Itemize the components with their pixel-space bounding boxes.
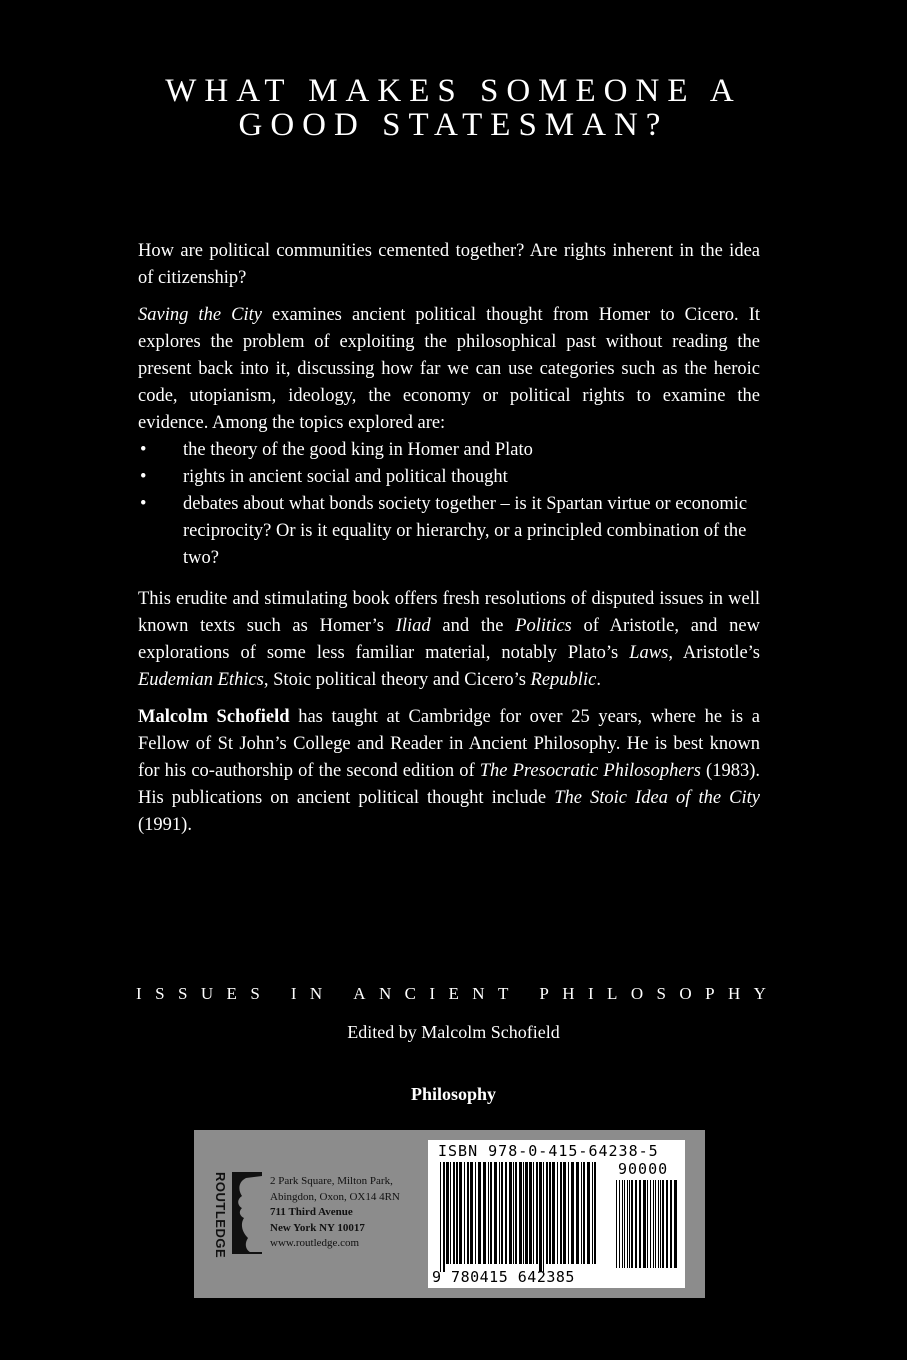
series-letter: I	[290, 984, 297, 1003]
barcode-bar	[543, 1162, 544, 1272]
series-letter: O	[679, 984, 692, 1003]
series-letter: H	[562, 984, 575, 1003]
barcode-bar	[639, 1180, 641, 1268]
blurb-paragraph-3	[138, 586, 760, 694]
barcode-bar	[509, 1162, 512, 1264]
barcode-bar	[536, 1162, 538, 1264]
barcode-bar	[440, 1162, 441, 1272]
barcode-bar	[563, 1162, 566, 1264]
barcode-bar	[650, 1180, 651, 1268]
barcode-bar	[674, 1180, 677, 1268]
series-letter: N	[309, 984, 323, 1003]
p3-text-c: of Aristotle, and new explorations of some less familiar material, notably Plato’s	[138, 616, 760, 663]
series-letter: T	[497, 984, 509, 1003]
barcode-bar	[655, 1180, 656, 1268]
barcode-bar	[546, 1162, 548, 1264]
barcode-bar	[549, 1162, 551, 1264]
price-addon-text: 90000	[618, 1160, 669, 1178]
series-letter: O	[630, 984, 644, 1003]
barcode-bar	[488, 1162, 489, 1264]
headline-line-2: GOOD STATESMAN?	[238, 107, 669, 143]
address-line: Abingdon, Oxon, OX14 4RN	[270, 1190, 400, 1203]
series-letter: S	[177, 984, 188, 1003]
barcode-bar	[594, 1162, 596, 1264]
barcode-bar	[635, 1180, 637, 1268]
barcode-bar	[505, 1162, 507, 1264]
series-title	[136, 984, 766, 1004]
series-letter: P	[539, 984, 549, 1003]
barcode-bar	[624, 1180, 625, 1268]
bio-text-b: (1983). His publications on ancient political thought include	[138, 761, 761, 808]
series-letter: I	[587, 984, 594, 1003]
book-title: Saving the City	[138, 305, 262, 325]
barcode-bar	[592, 1162, 593, 1264]
barcode-bar	[515, 1162, 517, 1264]
routledge-profile-icon	[228, 1168, 266, 1258]
title-presocratic: The Presocratic Philosophers	[479, 761, 701, 781]
series-letter: I	[136, 984, 142, 1003]
address-line: 711 Third Avenue	[270, 1206, 353, 1218]
barcode-bar	[467, 1162, 469, 1264]
addon-barcode	[616, 1180, 678, 1276]
barcode-bar	[501, 1162, 503, 1264]
bio-text-c: (1991).	[138, 815, 192, 835]
barcode-bar	[533, 1162, 534, 1264]
barcode-bar	[464, 1162, 465, 1264]
barcode-bar	[643, 1180, 646, 1268]
barcode-bar	[470, 1162, 473, 1264]
series-letter: C	[404, 984, 416, 1003]
category-label: Philosophy	[410, 1084, 497, 1104]
barcode-bar	[494, 1162, 497, 1264]
series-letter: S	[656, 984, 666, 1003]
blurb-paragraph-2-text: examines ancient political thought from Homer to Cicero. It explores the problem of exploiting the philosophical past without reading the present back into it, discussing how far we can use categories such as the heroic code, utopianism, ideology, the economy or political rights to examine the evidence. Among the topics explored are:	[138, 305, 760, 433]
barcode-bar	[459, 1162, 462, 1264]
barcode-bar	[539, 1162, 542, 1272]
series-letter: E	[448, 984, 459, 1003]
series-letter: P	[705, 984, 715, 1003]
barcode-bar	[660, 1180, 661, 1268]
publisher-barcode-panel	[194, 1130, 705, 1298]
barcode-bar	[557, 1162, 558, 1264]
list-item: • rights in ancient social and political thought	[138, 464, 760, 491]
bio-text-a: has taught at Cambridge for over 25 years, where he is a Fellow of St John’s College and Reader in Ancient Philosophy. He is best known for his co-authorship of the second edition of	[138, 707, 760, 781]
barcode-bar	[483, 1162, 486, 1264]
ean-barcode	[440, 1162, 600, 1272]
author-bio	[138, 704, 760, 839]
series-editor: Edited by Malcolm Schofield	[347, 1022, 560, 1042]
series-letter: N	[472, 984, 485, 1003]
headline-line-1: WHAT MAKES SOMEONE A	[165, 73, 742, 109]
p3-text-d: , Aristotle’s	[668, 643, 761, 663]
isbn-text: ISBN 978-0-415-64238-5	[438, 1142, 659, 1160]
series-letter: E	[226, 984, 237, 1003]
barcode-bar	[662, 1180, 664, 1268]
barcode-bar	[647, 1180, 648, 1268]
address-line: New York NY 10017	[270, 1221, 365, 1234]
barcode-bar	[475, 1162, 476, 1264]
list-item: • the theory of the good king in Homer and Plato	[138, 437, 760, 464]
blurb-paragraph-2	[138, 302, 760, 437]
series-letter: U	[200, 984, 214, 1003]
series-letter: S	[250, 984, 260, 1003]
title-laws: Laws	[629, 643, 669, 663]
barcode-bar	[571, 1162, 574, 1264]
publisher-address	[270, 1174, 400, 1252]
barcode-bar	[576, 1162, 579, 1264]
series-letter: S	[155, 984, 165, 1003]
barcode-bar	[529, 1162, 532, 1264]
barcode-bar	[619, 1180, 620, 1268]
barcode-bar	[587, 1162, 590, 1264]
series-letter: A	[353, 984, 366, 1003]
barcode-bar	[443, 1162, 445, 1272]
barcode-bar	[568, 1162, 569, 1264]
blurb-paragraph-1: How are political communities cemented together? Are rights inherent in the idea of citizenship?	[138, 241, 760, 288]
blurb	[138, 238, 760, 839]
barcode-bar	[450, 1162, 451, 1264]
barcode-bar	[478, 1162, 481, 1264]
barcode-bar	[456, 1162, 458, 1264]
title-republic: Republic	[530, 670, 597, 690]
p3-text-e: , Stoic political theory and Cicero’s	[263, 670, 531, 690]
title-politics: Politics	[515, 616, 572, 636]
barcode-box	[428, 1140, 685, 1288]
p3-text-a: This erudite and stimulating book offers fresh resolutions of disputed issues in well known texts such as Homer’s	[138, 589, 760, 636]
barcode-bar	[581, 1162, 582, 1264]
barcode-bar	[523, 1162, 524, 1264]
barcode-bar	[629, 1180, 630, 1268]
barcode-bar	[631, 1180, 633, 1268]
p3-text-b: and the	[430, 616, 516, 636]
barcode-bar	[446, 1162, 449, 1264]
barcode-bar	[670, 1180, 672, 1268]
barcode-bar	[453, 1162, 455, 1264]
barcode-bar	[627, 1180, 628, 1268]
p3-text-f: .	[596, 670, 601, 690]
topic-list	[138, 437, 760, 572]
barcode-bar	[622, 1180, 623, 1268]
barcode-bar	[519, 1162, 522, 1264]
series-letter: Y	[753, 984, 766, 1003]
publisher-website: www.routledge.com	[270, 1237, 360, 1249]
barcode-bar	[552, 1162, 555, 1264]
barcode-bar	[653, 1180, 654, 1268]
series-letter: N	[378, 984, 392, 1003]
title-iliad: Iliad	[395, 616, 431, 636]
routledge-logo-text: ROUTLEDGE	[213, 1172, 228, 1259]
barcode-bar	[513, 1162, 514, 1264]
barcode-bar	[525, 1162, 528, 1264]
series-letter: H	[727, 984, 741, 1003]
title-eudemian-ethics: Eudemian Ethics	[138, 670, 264, 690]
barcode-bar	[583, 1162, 585, 1264]
title-stoic-idea: The Stoic Idea of the City	[554, 788, 760, 808]
series-letter: I	[429, 984, 436, 1003]
ean-digits: 9 780415 642385	[432, 1268, 575, 1286]
barcode-bar	[499, 1162, 500, 1264]
author-name: Malcolm Schofield	[138, 707, 290, 727]
address-line: 2 Park Square, Milton Park,	[270, 1175, 393, 1187]
list-item: • debates about what bonds society together – is it Spartan virtue or economic reciprocity? Or is it equality or hierarchy, or a principled combination of the two?	[138, 491, 760, 572]
barcode-bar	[666, 1180, 668, 1268]
barcode-bar	[616, 1180, 617, 1268]
series-letter: L	[607, 984, 618, 1003]
barcode-bar	[560, 1162, 562, 1264]
barcode-bar	[490, 1162, 492, 1264]
barcode-bar	[658, 1180, 659, 1268]
